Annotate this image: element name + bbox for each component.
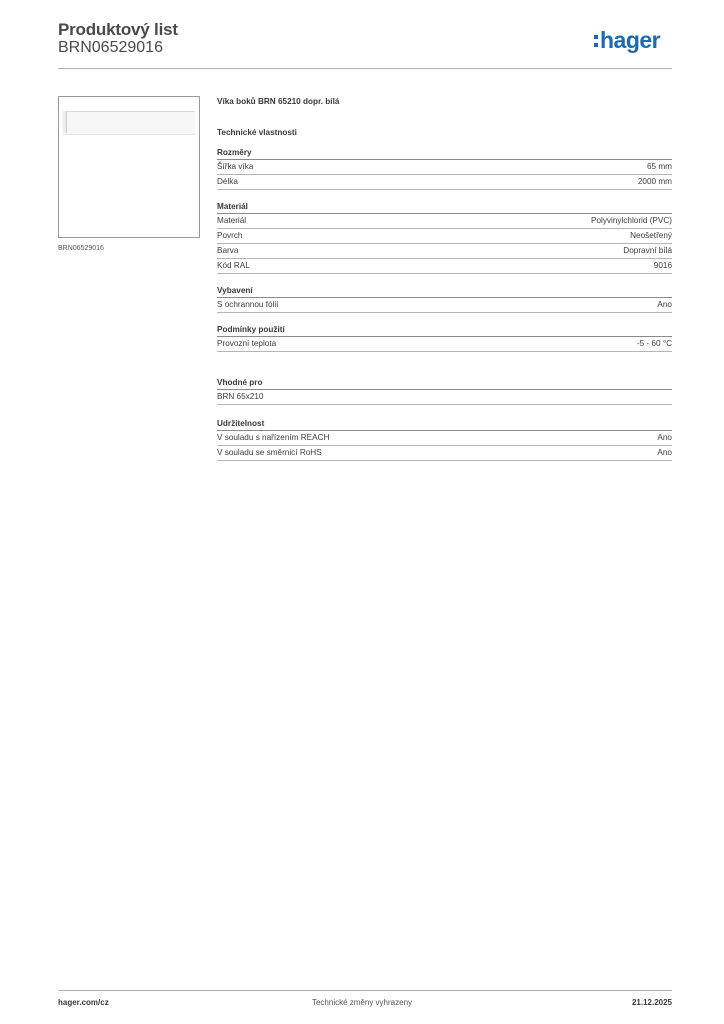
header-divider (58, 68, 672, 69)
spec-value: Ano (657, 300, 672, 309)
spec-value: 2000 mm (637, 177, 672, 186)
image-caption: BRN06529016 (58, 245, 104, 252)
spec-label: Povrch (217, 231, 243, 240)
spec-section (217, 95, 672, 461)
spec-heading: Technické vlastnosti (217, 128, 297, 137)
footer-divider (58, 990, 672, 991)
spec-label: V souladu s nařízením REACH (217, 433, 330, 442)
group-title: Rozměry (217, 146, 672, 160)
spec-row (217, 337, 672, 352)
group-title: Vybavení (217, 284, 672, 298)
cover-profile-illustration (63, 111, 195, 135)
spec-group-vhodne-pro (217, 376, 672, 405)
spec-label: S ochrannou fólií (217, 300, 279, 309)
hager-logo[interactable] (594, 27, 660, 54)
spec-group-rozmery (217, 146, 672, 190)
spec-value: 65 mm (646, 162, 672, 171)
product-name: Víka boků BRN 65210 dopr. bílá (217, 97, 340, 106)
footer-date: 21.12.2025 (631, 998, 672, 1007)
spec-label: Kód RAL (217, 261, 250, 270)
spec-group-podminky (217, 323, 672, 352)
spec-value: 9016 (653, 261, 672, 270)
spec-row (217, 298, 672, 313)
spec-label: Materiál (217, 216, 247, 225)
spec-row (217, 160, 672, 175)
spec-row (217, 229, 672, 244)
spec-row (217, 446, 672, 461)
spec-value: Dopravní bílá (623, 246, 672, 255)
spec-value: -5 - 60 °C (636, 339, 672, 348)
spec-row (217, 431, 672, 446)
group-title: Podmínky použití (217, 323, 672, 337)
spec-group-vybaveni (217, 284, 672, 313)
product-image (58, 96, 200, 238)
spec-row (217, 390, 672, 405)
logo-dots-icon (594, 33, 598, 49)
logo-text: hager (600, 27, 661, 53)
group-title: Vhodné pro (217, 376, 672, 390)
spec-value: Polyvinylchlorid (PVC) (591, 216, 672, 225)
spec-label: V souladu se směrnicí RoHS (217, 448, 322, 457)
footer-website-link[interactable]: hager.com/cz (58, 998, 109, 1007)
spec-row (217, 175, 672, 190)
spec-value: Neošetřený (630, 231, 672, 240)
spec-label: Barva (217, 246, 239, 255)
spec-group-material (217, 200, 672, 274)
spec-value: Ano (657, 448, 672, 457)
cover-profile-end (63, 111, 67, 133)
footer-note: Technické změny vyhrazeny (311, 998, 413, 1007)
spec-label: Provozní teplota (217, 339, 277, 348)
spec-group-udrzitelnost (217, 417, 672, 461)
page-title: Produktový list (58, 20, 178, 39)
group-title: Materiál (217, 200, 672, 214)
spec-label: BRN 65x210 (217, 392, 264, 401)
spec-label: Délka (217, 177, 238, 186)
spec-row (217, 259, 672, 274)
spec-row (217, 244, 672, 259)
spec-label: Šířka víka (217, 162, 254, 171)
product-code: BRN06529016 (58, 39, 163, 56)
group-title: Udržitelnost (217, 417, 672, 431)
spec-row (217, 214, 672, 229)
spec-value: Ano (657, 433, 672, 442)
